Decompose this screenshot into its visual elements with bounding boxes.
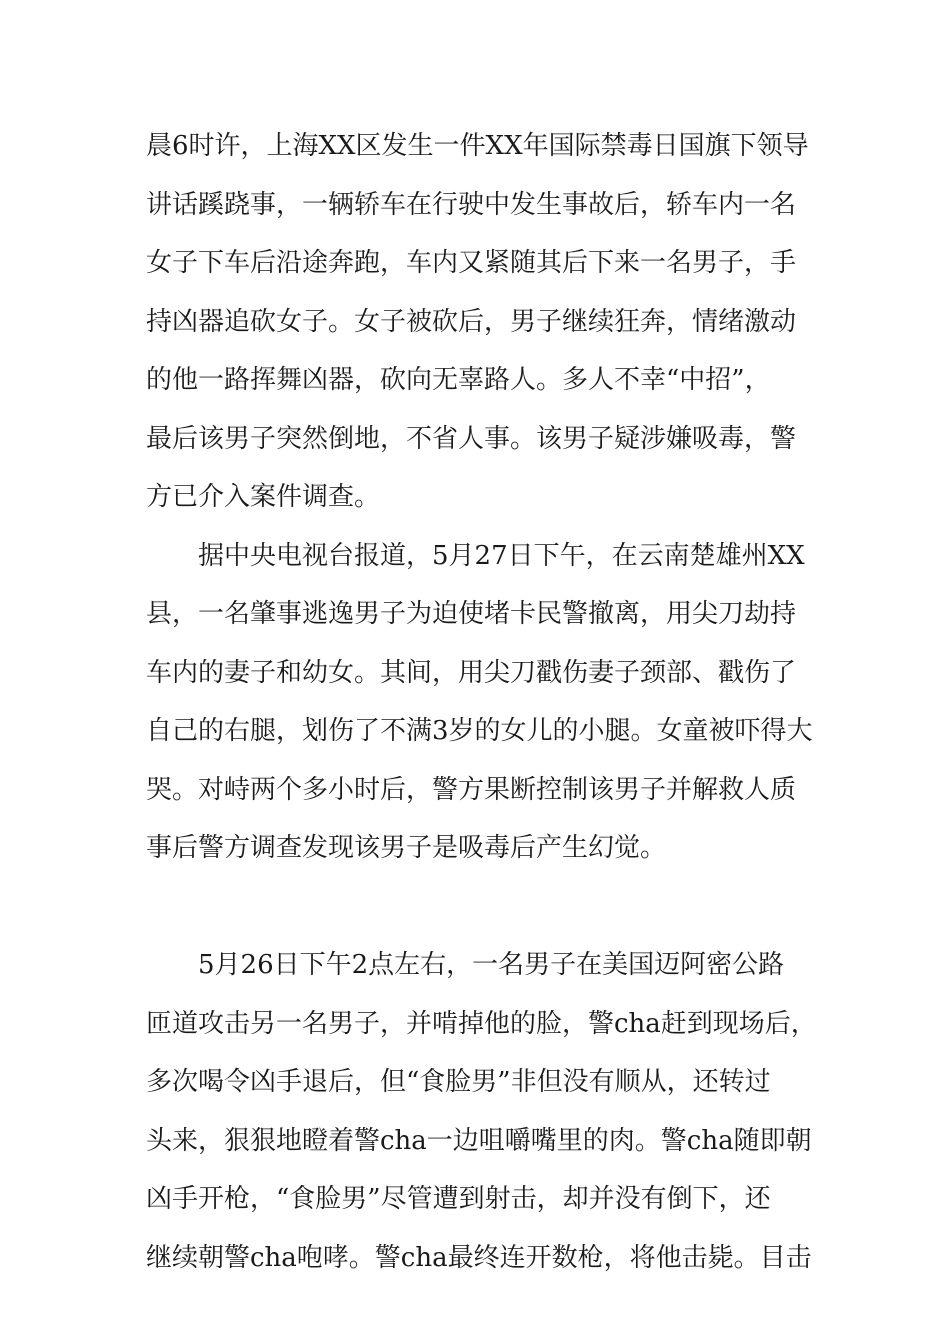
text-line: 匝道攻击另一名男子，并啃掉他的脸，警cha赶到现场后， — [146, 1008, 817, 1039]
paragraph-1 — [146, 117, 826, 527]
text-line: 的他一路挥舞凶器，砍向无辜路人。多人不幸“中招”， — [146, 365, 771, 395]
paragraph-2 — [146, 527, 826, 937]
text-line: 最后该男子突然倒地，不省人事。该男子疑涉嫌吸毒，警 — [146, 423, 797, 454]
text-line: 自己的右腿，划伤了不满3岁的女儿的小腿。女童被吓得大 — [146, 716, 813, 746]
text-line: 头来，狠狠地瞪着警cha一边咀嚼嘴里的肉。警cha随即朝 — [146, 1125, 812, 1156]
text-line: 讲话蹊跷事，一辆轿车在行驶中发生事故后，轿车内一名 — [146, 189, 797, 220]
text-line: 女子下车后沿途奔跑，车内又紧随其后下来一名男子，手 — [146, 248, 797, 278]
text-line: 哭。对峙两个多小时后，警方果断控制该男子并解救人质 — [146, 774, 797, 805]
text-line: 据中央电视台报道，5月27日下午，在云南楚雄州XX — [198, 540, 805, 571]
text-line: 车内的妻子和幼女。其间，用尖刀戳伤妻子颈部、戳伤了 — [146, 657, 797, 688]
text-line: 县，一名肇事逃逸男子为迫使堵卡民警撤离，用尖刀劫持 — [146, 599, 797, 629]
text-line: 凶手开枪，“食脸男”尽管遭到射击，却并没有倒下，还 — [146, 1184, 771, 1214]
text-line: 5月26日下午2点左右，一名男子在美国迈阿密公路 — [198, 950, 785, 980]
body-text — [146, 117, 826, 1287]
paragraph-3 — [146, 936, 826, 1287]
text-line: 持凶器追砍女子。女子被砍后，男子继续狂奔，情绪激动 — [146, 306, 797, 337]
text-line: 多次喝令凶手退后，但“食脸男”非但没有顺从，还转过 — [146, 1067, 771, 1097]
text-line: 继续朝警cha咆哮。警cha最终连开数枪，将他击毙。目击 — [146, 1242, 812, 1273]
text-line: 事后警方调查发现该男子是吸毒后产生幻觉。 — [146, 833, 667, 863]
text-line — [146, 878, 826, 937]
text-line: 方已介入案件调查。 — [146, 482, 381, 512]
text-line: 晨6时许，上海XX区发生一件XX年国际禁毒日国旗下领导 — [146, 131, 809, 161]
